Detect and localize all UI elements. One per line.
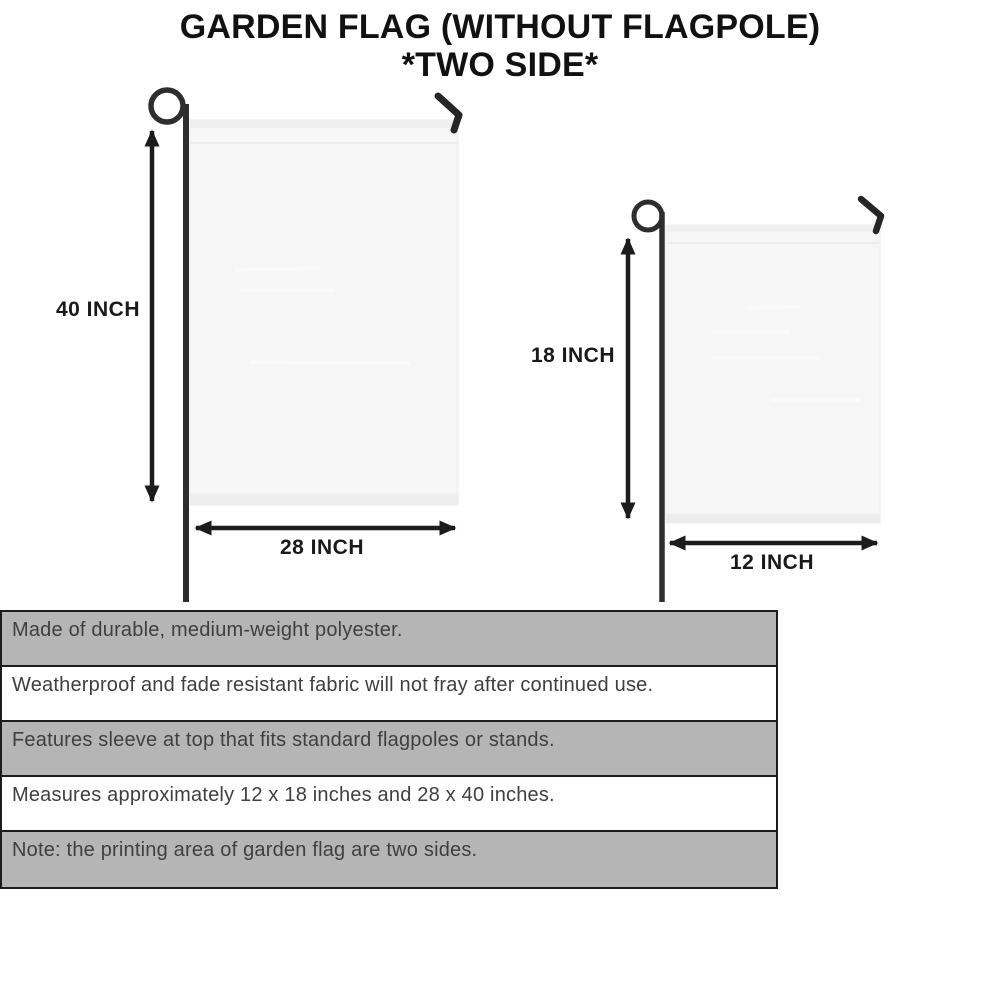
feature-row-text: Weatherproof and fade resistant fabric will not fray after continued use. (12, 674, 654, 696)
large-flagpole-loop-icon (151, 90, 183, 122)
large-height-label: 40 INCH (55, 298, 140, 321)
small-flag-group (531, 199, 881, 602)
large-flag-group (56, 90, 459, 602)
feature-row-text: Features sleeve at top that fits standard flagpoles or stands. (12, 729, 555, 751)
title-line-1: GARDEN FLAG (WITHOUT FLAGPOLE) (179, 8, 821, 46)
small-width-label: 12 INCH (729, 551, 815, 574)
large-flag-fabric (190, 120, 458, 505)
large-flag-bottom-shade (190, 494, 458, 505)
feature-row-text: Note: the printing area of garden flag are two sides. (12, 839, 478, 861)
feature-row-measurements (2, 777, 776, 832)
features-table (0, 610, 778, 889)
page-title (0, 8, 1000, 84)
large-flag-top-shade (190, 120, 458, 128)
feature-row-sleeve (2, 722, 776, 777)
large-width-label: 28 INCH (279, 536, 365, 559)
small-height-label: 18 INCH (530, 344, 615, 367)
title-line-2: *TWO SIDE* (401, 46, 599, 84)
feature-row-note (2, 832, 776, 887)
small-flag-bottom-shade (666, 514, 880, 523)
feature-row-text: Made of durable, medium-weight polyester. (12, 619, 403, 641)
feature-row-material (2, 612, 776, 667)
small-flagpole-loop-icon (634, 202, 662, 230)
small-flag-fabric (666, 225, 880, 523)
feature-row-weatherproof (2, 667, 776, 722)
small-flag-top-shade (666, 225, 880, 232)
feature-row-text: Measures approximately 12 x 18 inches and 28 x 40 inches. (12, 784, 555, 806)
